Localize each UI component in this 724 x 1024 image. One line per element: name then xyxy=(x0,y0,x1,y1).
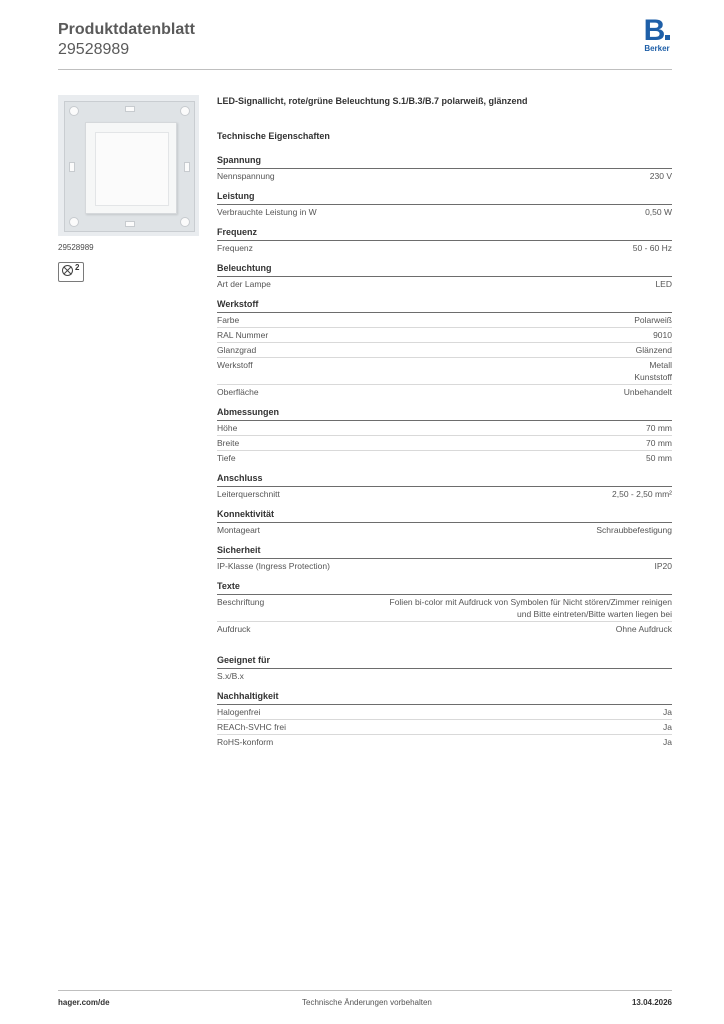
frame-clip xyxy=(125,221,135,227)
spec-value-line: Ohne Aufdruck xyxy=(615,624,672,634)
spec-groups xyxy=(217,154,672,749)
spec-row xyxy=(217,705,672,720)
spec-value xyxy=(630,170,672,182)
spec-value xyxy=(592,488,672,500)
product-number: 29528989 xyxy=(58,41,130,58)
spec-group xyxy=(217,508,672,537)
spec-value-line: 50 - 60 Hz xyxy=(632,243,672,253)
spec-row xyxy=(217,436,672,451)
spec-value xyxy=(604,386,672,398)
spec-value-line: 9010 xyxy=(653,330,672,340)
spec-value xyxy=(613,242,672,254)
footer-date: 13.04.2026 xyxy=(631,998,672,1007)
spec-row xyxy=(217,241,672,255)
spec-group xyxy=(217,580,672,636)
spec-value xyxy=(370,596,673,620)
spec-label: Aufdruck xyxy=(217,624,251,634)
badge-number: 2 xyxy=(75,263,80,272)
cover-plate xyxy=(85,122,177,214)
spec-value-line: Kunststoff xyxy=(634,372,672,382)
spec-value xyxy=(643,736,672,748)
frame-screw-hole xyxy=(180,106,190,116)
spec-label: S.x/B.x xyxy=(217,671,244,681)
spec-row xyxy=(217,313,672,328)
spec-value xyxy=(576,524,672,536)
mounting-frame xyxy=(64,101,195,232)
spec-label: Oberfläche xyxy=(217,387,259,397)
spec-group xyxy=(217,406,672,465)
crossed-lamp-icon xyxy=(62,265,73,276)
spec-label: Halogenfrei xyxy=(217,707,261,717)
spec-row xyxy=(217,559,672,573)
spec-label: RAL Nummer xyxy=(217,330,269,340)
footer-disclaimer: Technische Änderungen vorbehalten xyxy=(302,998,432,1007)
spec-group xyxy=(217,226,672,255)
spec-label: Tiefe xyxy=(217,453,236,463)
spec-value xyxy=(626,437,672,449)
spec-value-line: Ja xyxy=(663,722,672,732)
spec-value-line: 50 mm xyxy=(646,453,672,463)
spec-group-title: Konnektivität xyxy=(217,508,672,523)
specification-table xyxy=(217,95,672,756)
spec-label: Art der Lampe xyxy=(217,279,271,289)
footer-website: hager.com/de xyxy=(58,998,110,1007)
spec-value-line: IP20 xyxy=(654,561,672,571)
spec-row xyxy=(217,523,672,537)
spec-value xyxy=(652,670,672,682)
spec-value xyxy=(616,344,672,356)
spec-value-line: 70 mm xyxy=(646,423,672,433)
spec-value-line: Unbehandelt xyxy=(623,387,672,397)
frame-clip xyxy=(184,162,190,172)
spec-row xyxy=(217,487,672,501)
spec-row xyxy=(217,205,672,219)
spec-label: Leiterquerschnitt xyxy=(217,489,280,499)
spec-group xyxy=(217,690,672,749)
spec-group-title: Geeignet für xyxy=(217,654,672,669)
tech-properties-heading: Technische Eigenschaften xyxy=(217,131,330,141)
spec-row xyxy=(217,622,672,636)
spec-label: Höhe xyxy=(217,423,238,433)
spec-group xyxy=(217,190,672,219)
spec-group-title: Abmessungen xyxy=(217,406,672,421)
spec-label: Beschriftung xyxy=(217,597,265,607)
spec-group-title: Leistung xyxy=(217,190,672,205)
spec-group-title: Nachhaltigkeit xyxy=(217,690,672,705)
spec-label: Nennspannung xyxy=(217,171,275,181)
spec-value-line: 70 mm xyxy=(646,438,672,448)
spec-row xyxy=(217,169,672,183)
logo-text: Berker xyxy=(644,44,670,53)
spec-label: Glanzgrad xyxy=(217,345,257,355)
spec-row xyxy=(217,277,672,291)
spec-row xyxy=(217,595,672,622)
page-title: Produktdatenblatt xyxy=(58,21,195,38)
spec-row xyxy=(217,343,672,358)
spec-group xyxy=(217,654,672,683)
spec-group xyxy=(217,298,672,399)
spec-value-line: Metall xyxy=(649,360,672,370)
frame-screw-hole xyxy=(180,217,190,227)
lamp-class-badge xyxy=(58,262,84,282)
spec-value-line: 230 V xyxy=(649,171,672,181)
spec-group-title: Beleuchtung xyxy=(217,262,672,277)
spec-row xyxy=(217,451,672,465)
spec-group xyxy=(217,154,672,183)
product-name: LED-Signallicht, rote/grüne Beleuchtung S.1/B.3/B.7 polarweiß, glänzend xyxy=(217,96,528,106)
spec-group xyxy=(217,472,672,501)
spec-value-line: Ja xyxy=(663,737,672,747)
spec-value-line: Polarweiß xyxy=(634,315,672,325)
spec-row xyxy=(217,720,672,735)
spec-label: Frequenz xyxy=(217,243,253,253)
spec-value xyxy=(633,329,672,341)
spec-row xyxy=(217,421,672,436)
spec-value-line: Schraubbefestigung xyxy=(596,525,672,535)
frame-screw-hole xyxy=(69,106,79,116)
spec-label: Montageart xyxy=(217,525,260,535)
spec-value xyxy=(635,278,672,290)
header-text xyxy=(58,20,195,60)
spec-value xyxy=(626,422,672,434)
spec-label: Breite xyxy=(217,438,240,448)
product-image xyxy=(58,95,199,236)
spec-value-line: 2,50 - 2,50 mm² xyxy=(612,489,672,499)
footer-divider xyxy=(58,990,672,991)
spec-value xyxy=(643,721,672,733)
spec-row xyxy=(217,385,672,399)
spec-group-title: Sicherheit xyxy=(217,544,672,559)
signal-light-insert xyxy=(95,132,169,206)
spec-row xyxy=(217,358,672,385)
spec-value xyxy=(626,452,672,464)
spec-group-title: Anschluss xyxy=(217,472,672,487)
frame-screw-hole xyxy=(69,217,79,227)
spec-label: IP-Klasse (Ingress Protection) xyxy=(217,561,330,571)
spec-value xyxy=(625,206,672,218)
spec-value xyxy=(596,623,672,635)
spec-label: REACh-SVHC frei xyxy=(217,722,286,732)
spec-value-line: 0,50 W xyxy=(645,207,672,217)
header-divider xyxy=(58,69,672,70)
spec-row xyxy=(217,735,672,749)
spec-value-line: und Bitte eintreten/Bitte warten liegen bei xyxy=(517,609,672,619)
spec-group-title: Frequenz xyxy=(217,226,672,241)
berker-logo xyxy=(640,14,674,54)
spec-value xyxy=(635,560,673,572)
logo-letter: B xyxy=(640,18,674,44)
spec-value-line: Folien bi-color mit Aufdruck von Symbolen für Nicht stören/Zimmer reinigen xyxy=(389,597,672,607)
spec-group-title: Spannung xyxy=(217,154,672,169)
spec-label: Farbe xyxy=(217,315,240,325)
spec-group-title: Texte xyxy=(217,580,672,595)
frame-clip xyxy=(125,106,135,112)
spec-label: Werkstoff xyxy=(217,360,253,370)
spec-label: RoHS-konform xyxy=(217,737,274,747)
spec-group-title: Werkstoff xyxy=(217,298,672,313)
spec-value-line: LED xyxy=(655,279,672,289)
spec-value xyxy=(614,359,672,383)
spec-value xyxy=(643,706,672,718)
image-caption: 29528989 xyxy=(58,243,94,252)
spec-value xyxy=(614,314,672,326)
spec-value-line: Ja xyxy=(663,707,672,717)
spec-row xyxy=(217,669,672,683)
spec-group xyxy=(217,262,672,291)
spec-value-line: Glänzend xyxy=(635,345,672,355)
spec-row xyxy=(217,328,672,343)
spec-group xyxy=(217,544,672,573)
spec-label: Verbrauchte Leistung in W xyxy=(217,207,317,217)
frame-clip xyxy=(69,162,75,172)
